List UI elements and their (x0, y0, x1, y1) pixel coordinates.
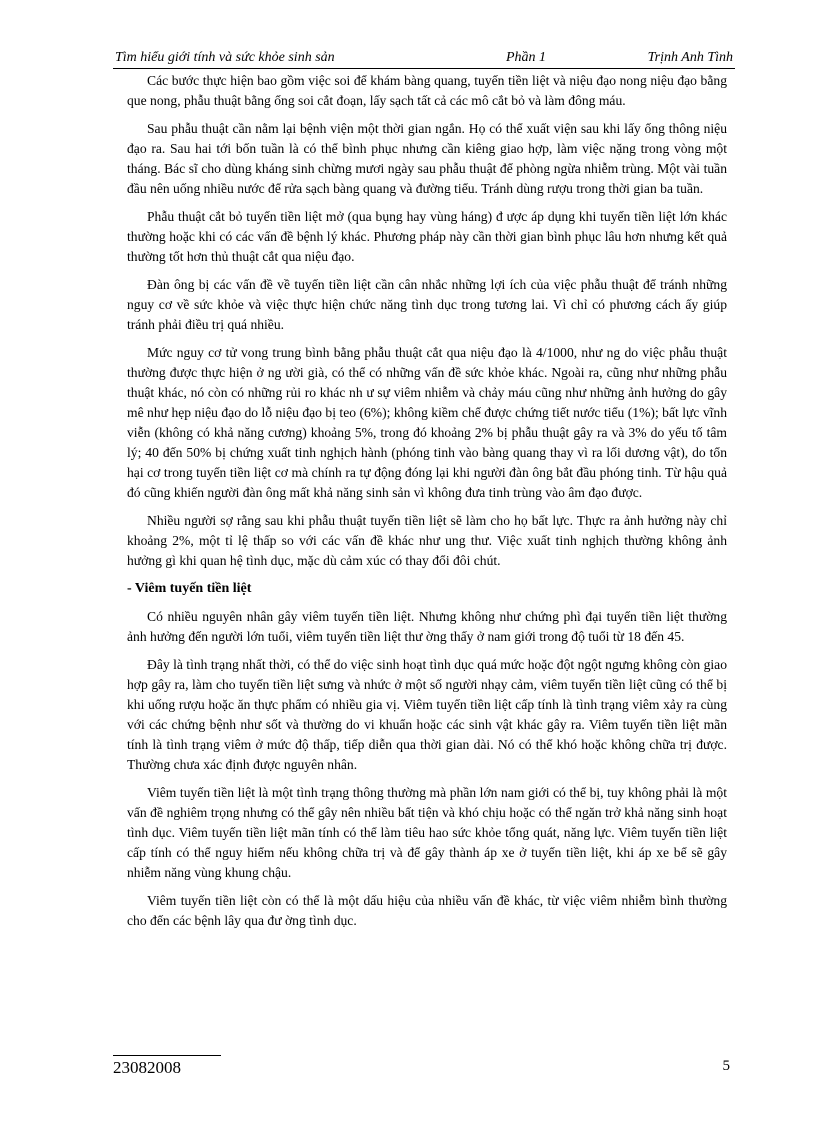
paragraph: Đàn ông bị các vấn đề về tuyến tiền liệt cần cân nhắc những lợi ích của việc phẫu thuật để tránh những nguy cơ về sức khỏe và việc thực hiện chức năng tình dục trong tương lai. Vì chỉ có phương cách ấy giúp tránh phải điều trị quá nhiều. (127, 277, 727, 332)
paragraph: Mức nguy cơ tử vong trung bình bằng phẫu thuật cắt qua niệu đạo là 4/1000, như ng do việc phẫu thuật thường được thực hiện ở ng ười già, có thể có những vấn đề sức khỏe khác. Ngoài ra, cũng như những phẫu thuật khác, nó còn có những rủi ro khác nh ư sự viêm nhiễm và chảy máu cũng như những ảnh hưởng do gây mê như hẹp niệu đạo do lỗ niệu đạo bị teo (6%); không kiềm chế được chứng tiết nước tiểu (1%); bất lực vĩnh viễn (không có khả năng cương) khoảng 5%, trong đó khoảng 2% bị phẫu thuật gây ra và 3% do yếu tố tâm lý; 40 đến 50% bị chứng xuất tinh nghịch hành (phóng tinh vào bàng quang thay vì ra lối dương vật), do tổn hại cơ trong tuyến tiền liệt cơ mà chính ra tự động đóng lại khi người đàn ông bắt đầu phóng tinh. Từ hậu quả đó cũng khiến người đàn ông mất khả năng sinh sản vì không đưa tinh trùng vào âm đạo được. (127, 345, 727, 500)
paragraph: Sau phẫu thuật cần nằm lại bệnh viện một thời gian ngắn. Họ có thể xuất viện sau khi lấy ống thông niệu đạo ra. Sau hai tới bốn tuần là có thể bình phục nhưng cần kiêng giao hợp, làm việc nặng trong vòng một tháng. Bác sĩ cho dùng kháng sinh chừng mươi ngày sau phẫu thuật để phòng ngừa nhiễm trùng. Một vài tuần đầu nên uống nhiều nước để rửa sạch bàng quang và đường tiểu. Tránh dùng rượu trong thời gian ba tuần. (127, 121, 727, 196)
paragraph: Viêm tuyến tiền liệt còn có thể là một dấu hiệu của nhiều vấn đề khác, từ việc viêm nhiễm bình thường cho đến các bệnh lây qua đư ờng tình dục. (127, 893, 727, 928)
page-body (127, 71, 727, 939)
paragraph: Đây là tình trạng nhất thời, có thể do việc sinh hoạt tình dục quá mức hoặc đột ngột ngưng không còn giao hợp gây ra, làm cho tuyến tiền liệt sưng và nhức ở một số người nhạy cảm, viêm tuyến tiền liệt cũng có thể bị khi uống rượu hoặc ăn thực phẩm có nhiều gia vị. Viêm tuyến tiền liệt cấp tính là tình trạng viêm xảy ra cùng với các chứng bệnh như sốt và thường do vi khuẩn hoặc các sinh vật khác gây ra. Viêm tuyến tiền liệt mãn tính là tình trạng viêm ở mức độ thấp, tiếp diễn qua thời gian dài. Nó có thể khó hoặc không chữa trị được. Thường chưa xác định được nguyên nhân. (127, 657, 727, 772)
paragraph: Phẫu thuật cắt bỏ tuyến tiền liệt mở (qua bụng hay vùng háng) đ ược áp dụng khi tuyến tiền liệt lớn khác thường hoặc khi có các vấn đề bệnh lý khác. Phương pháp này cần thời gian bình phục lâu hơn nhưng kết quả thường tốt hơn thủ thuật cắt qua niệu đạo. (127, 209, 727, 264)
paragraph: Có nhiều nguyên nhân gây viêm tuyến tiền liệt. Nhưng không như chứng phì đại tuyến tiền liệt thường ảnh hưởng đến người lớn tuổi, viêm tuyến tiền liệt thư ờng thấy ở nam giới trong độ tuổi từ 18 đến 45. (127, 609, 727, 644)
footer-date: 23082008 (113, 1058, 181, 1077)
header-book-title: Tìm hiểu giới tính và sức khỏe sinh sản (115, 50, 335, 65)
header-part: Phần 1 (506, 50, 547, 65)
header-author: Trịnh Anh Tình (647, 50, 733, 65)
page-number: 5 (722, 1058, 730, 1074)
section-heading: - Viêm tuyến tiền liệt (127, 581, 252, 596)
paragraph: Viêm tuyến tiền liệt là một tình trạng thông thường mà phần lớn nam giới có thể bị, tuy không phải là một vấn đề nghiêm trọng nhưng có thể gây nên nhiều bất tiện và khó chịu hoặc có thể ngăn trở khả năng sinh hoạt tình dục. Viêm tuyến tiền liệt mãn tính có thể làm tiêu hao sức khỏe tổng quát, năng lực. Viêm tuyến tiền liệt cấp tính có thể nguy hiểm nếu không chữa trị và để gây thành áp xe ở tuyến tiền liệt, khi áp xe bể sẽ gây nhiễm năng vùng khung chậu. (127, 785, 727, 880)
paragraph: Nhiều người sợ rằng sau khi phẫu thuật tuyến tiền liệt sẽ làm cho họ bất lực. Thực ra ảnh hưởng này chỉ khoảng 2%, một tỉ lệ thấp so với các vấn đề khác như ung thư. Việc xuất tinh nghịch thường không ảnh hưởng gì khi quan hệ tình dục, mặc dù cảm xúc có thay đổi đôi chút. (127, 513, 727, 568)
paragraph: Các bước thực hiện bao gồm việc soi để khám bàng quang, tuyến tiền liệt và niệu đạo nong niệu đạo bằng que nong, phẫu thuật bằng ống soi cắt đoạn, lấy sạch tất cả các mô cắt bỏ và làm đông máu. (127, 73, 727, 108)
page-header (113, 50, 735, 69)
footer-rule (113, 1055, 221, 1056)
